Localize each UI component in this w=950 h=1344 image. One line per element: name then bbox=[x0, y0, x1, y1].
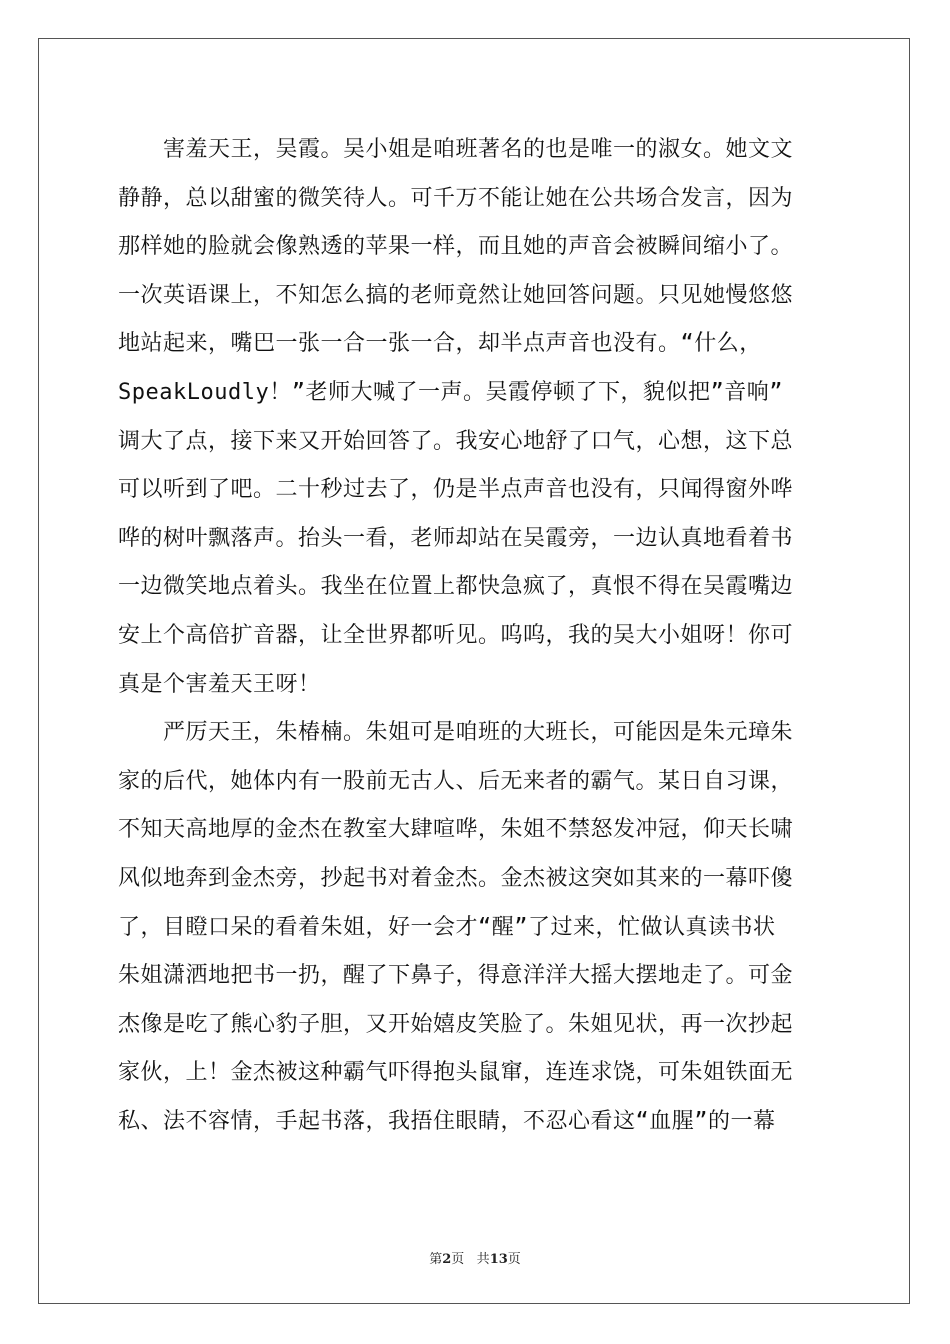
text-line: 静静，总以甜蜜的微笑待人。可千万不能让她在公共场合发言，因为 bbox=[118, 185, 794, 211]
document-body bbox=[118, 126, 838, 1146]
page-suffix: 页 bbox=[451, 1252, 465, 1267]
total-suffix: 页 bbox=[507, 1252, 521, 1267]
text-line: 真是个害羞天王呀！ bbox=[118, 671, 321, 697]
text-line: 地站起来，嘴巴一张一合一张一合，却半点声音也没有。“什么， bbox=[118, 331, 762, 357]
text-line: 安上个高倍扩音器，让全世界都听见。呜呜，我的吴大小姐呀！你可 bbox=[118, 622, 794, 648]
text-line: 风似地奔到金杰旁，抄起书对着金杰。金杰被这突如其来的一幕吓傻 bbox=[118, 865, 794, 891]
text-line: 严厉天王，朱椿楠。朱姐可是咱班的大班长，可能因是朱元璋朱 bbox=[118, 720, 794, 746]
total-pages: 13 bbox=[489, 1252, 508, 1267]
page-prefix: 第 bbox=[429, 1252, 443, 1267]
text-line: 调大了点，接下来又开始回答了。我安心地舒了口气，心想，这下总 bbox=[118, 428, 794, 454]
page-footer bbox=[0, 1248, 950, 1267]
text-line: 一次英语课上，不知怎么搞的老师竟然让她回答问题。只见她慢悠悠 bbox=[118, 282, 794, 308]
text-line: 哗的树叶飘落声。抬头一看，老师却站在吴霞旁，一边认真地看着书 bbox=[118, 525, 794, 551]
text-line: 那样她的脸就会像熟透的苹果一样，而且她的声音会被瞬间缩小了。 bbox=[118, 234, 794, 260]
text-line: 不知天高地厚的金杰在教室大肆喧哗，朱姐不禁怒发冲冠，仰天长啸 bbox=[118, 817, 794, 843]
total-prefix: 共 bbox=[476, 1252, 490, 1267]
text-line: 了，目瞪口呆的看着朱姐，好一会才“醒”了过来，忙做认真读书状 bbox=[118, 914, 776, 940]
text-line: SpeakLoudly！”老师大喊了一声。吴霞停顿了下，貌似把”音响” bbox=[118, 379, 783, 405]
text-line: 家伙，上！金杰被这种霸气吓得抱头鼠窜，连连求饶，可朱姐铁面无 bbox=[118, 1060, 794, 1086]
text-line: 朱姐潇洒地把书一扔，醒了下鼻子，得意洋洋大摇大摆地走了。可金 bbox=[118, 963, 794, 989]
page-number: 2 bbox=[442, 1252, 452, 1267]
text-line: 一边微笑地点着头。我坐在位置上都快急疯了，真恨不得在吴霞嘴边 bbox=[118, 574, 794, 600]
text-line: 害羞天王，吴霞。吴小姐是咱班著名的也是唯一的淑女。她文文 bbox=[118, 137, 794, 162]
text-line: 可以听到了吧。二十秒过去了，仍是半点声音也没有，只闻得窗外哗 bbox=[118, 477, 794, 503]
text-line: 家的后代，她体内有一股前无古人、后无来者的霸气。某日自习课， bbox=[118, 768, 794, 794]
text-line: 私、法不容情，手起书落，我捂住眼睛，不忍心看这“血腥”的一幕 bbox=[118, 1108, 776, 1134]
text-line: 杰像是吃了熊心豹子胆，又开始嬉皮笑脸了。朱姐见状，再一次抄起 bbox=[118, 1011, 794, 1037]
